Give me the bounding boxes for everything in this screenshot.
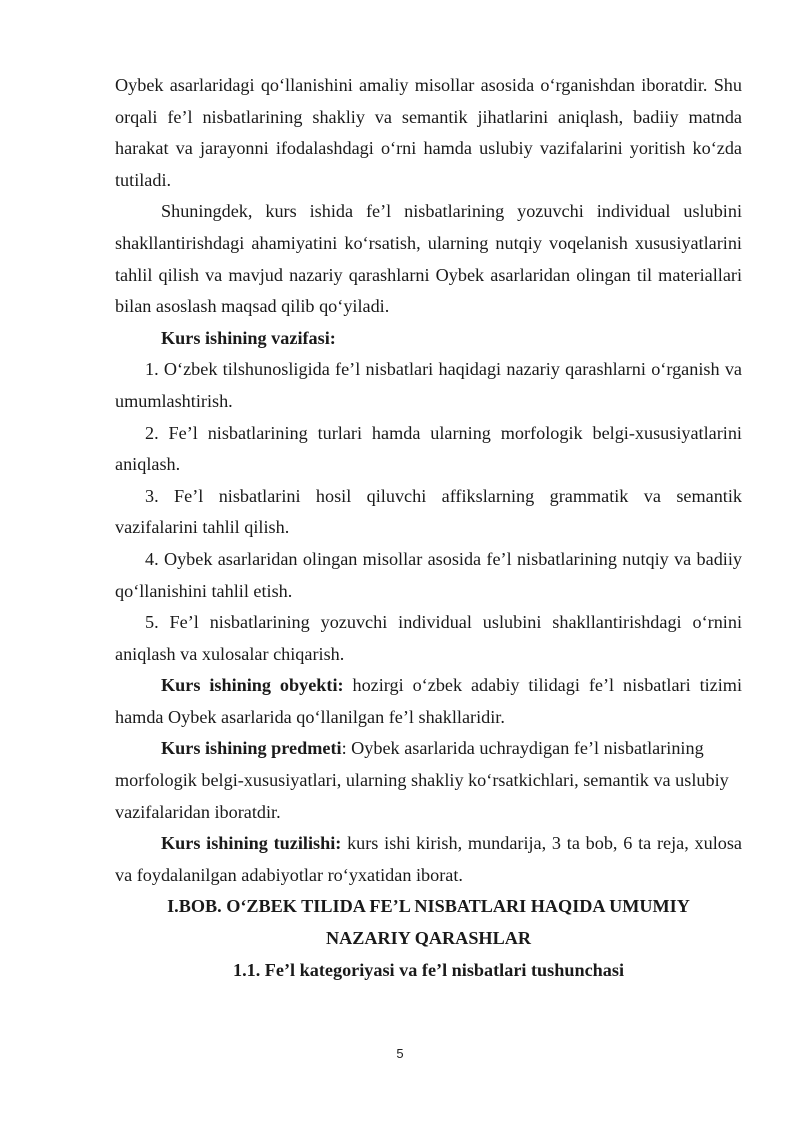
task-item-3: 3. Fe’l nisbatlarini hosil qiluvchi affikslarning grammatik va semantik vazifalarini tahlil qilish. <box>115 485 742 538</box>
subject-text: : Oybek asarlarida uchraydigan fe’l nisbatlarining morfologik belgi-xususiyatlari, ularning shakliy ko‘rsatkichlari, semantik va uslubiy vazifalaridan iboratdir. <box>115 738 729 822</box>
task-item-5: 5. Fe’l nisbatlarining yozuvchi individual uslubini shakllantirishdagi o‘rnini aniqlash va xulosalar chiqarish. <box>115 612 742 664</box>
chapter-title-line-1: I.BOB. O‘ZBEK TILIDA FE’L NISBATLARI HAQIDA UMUMIY <box>167 896 690 917</box>
object-label: Kurs ishining obyekti: <box>161 675 344 696</box>
task-item-4: 4. Oybek asarlaridan olingan misollar asosida fe’l nisbatlarining nutqiy va badiiy qo‘llanishini tahlil etish. <box>115 548 742 601</box>
object-paragraph <box>115 670 742 733</box>
page-number: 5 <box>396 1046 404 1061</box>
chapter-title-line-2: NAZARIY QARASHLAR <box>326 928 531 949</box>
tasks-heading-text: Kurs ishining vazifasi: <box>161 327 336 348</box>
structure-text: kurs ishi kirish, mundarija, 3 ta bob, 6 ta reja, xulosa va foydalanilgan adabiyotlar ro‘yxatidan iborat. <box>115 833 742 885</box>
task-item-1: 1. O‘zbek tilshunosligida fe’l nisbatlari haqidagi nazariy qarashlarni o‘rganish va umumlashtirish. <box>115 359 742 411</box>
aim-paragraph: Shuningdek, kurs ishida fe’l nisbatlarining yozuvchi individual uslubini shakllantirishdagi ahamiyatini ko‘rsatish, ularning nutqiy voqelanish xususiyatlarini tahlil qilish va mavjud nazariy qarashlarni Oybek asarlaridan olingan til materiallari bilan asoslash maqsad qilib qo‘yiladi. <box>115 201 742 317</box>
subject-label: Kurs ishining predmeti <box>161 738 342 759</box>
subject-paragraph <box>115 733 742 828</box>
section-title: 1.1. Fe’l kategoriyasi va fe’l nisbatlari tushunchasi <box>232 959 625 980</box>
structure-paragraph <box>115 828 742 891</box>
object-text: hozirgi o‘zbek adabiy tilidagi fe’l nisbatlari tizimi hamda Oybek asarlarida qo‘llanilgan fe’l shakllaridir. <box>115 675 742 727</box>
document-page <box>115 70 742 986</box>
intro-paragraph: Oybek asarlaridagi qo‘llanishini amaliy misollar asosida o‘rganishdan iboratdir. Shu orqali fe’l nisbatlarining shakliy va semantik jihatlarini aniqlash, badiiy matnda harakat va jarayonni ifodalashdagi o‘rni hamda uslubiy vazifalarini yoritish ko‘zda tutiladi. <box>115 75 742 190</box>
structure-label: Kurs ishining tuzilishi: <box>161 833 342 854</box>
task-item-2: 2. Fe’l nisbatlarining turlari hamda ularning morfologik belgi-xususiyatlarini aniqlash. <box>115 422 742 475</box>
tasks-heading <box>115 323 742 355</box>
